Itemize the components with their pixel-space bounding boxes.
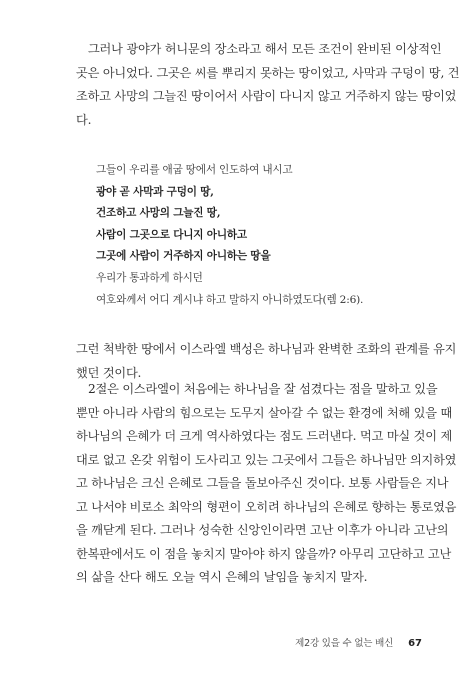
- paragraph-line: 한복판에서도 이 점을 놓치지 말아야 하지 않을까? 아무리 고단하고 고난: [76, 546, 452, 561]
- paragraph-line: 조하고 사망의 그늘진 땅이어서 사람이 다니지 않고 거주하지 않는 땅이었: [76, 89, 457, 103]
- paragraph-1: [76, 38, 460, 132]
- quote-line-emphasis: 사람이 그곳으로 다니지 아니하고: [96, 228, 247, 241]
- paragraph-line: 고 하나님은 크신 은혜로 그들을 돌보아주신 것이다. 보통 사람들은 지나: [76, 476, 449, 490]
- paragraph-line: 고 나서야 비로소 최악의 형편이 오히려 하나님의 은혜로 향하는 통로였음: [76, 499, 457, 514]
- quote-line-emphasis: 건조하고 사망의 그늘진 땅,: [96, 207, 221, 220]
- scripture-quote: [96, 160, 416, 311]
- quote-line: 그들이 우리를 애굽 땅에서 인도하여 내시고: [96, 164, 293, 176]
- paragraph-line: 하나님의 은혜가 더 크게 역사하였다는 점도 드러낸다. 먹고 마실 것이 제: [76, 429, 453, 443]
- page-footer: [295, 635, 422, 649]
- paragraph-line: 곳은 아니었다. 그곳은 씨를 뿌리지 못하는 땅이었고, 사막과 구덩이 땅, 건: [76, 65, 460, 80]
- paragraph-line: 했던 것이다.: [76, 365, 142, 380]
- paragraph-line: 그러나 광야가 허니문의 장소라고 해서 모든 조건이 완비된 이상적인: [76, 42, 442, 56]
- paragraph-line: 뿐만 아니라 사람의 힘으로는 도무지 살아갈 수 없는 환경에 처해 있을 때: [76, 405, 453, 420]
- paragraph-line: 2절은 이스라엘이 처음에는 하나님을 잘 섬겼다는 점을 말하고 있을: [76, 382, 438, 396]
- quote-line: 여호와께서 어디 계시냐 하고 말하지 아니하였도다(렘 2:6).: [96, 293, 364, 306]
- chapter-title: 제2강 있을 수 없는 배신: [295, 638, 394, 649]
- quote-line-emphasis: 그곳에 사람이 거주하지 아니하는 땅을: [96, 250, 271, 263]
- paragraph-line: 을 깨닫게 된다. 그러나 성숙한 신앙인이라면 고난 이후가 아니라 고난의: [76, 523, 449, 537]
- quote-line: 우리가 통과하게 하시던: [96, 271, 203, 284]
- paragraph-line: 그런 척박한 땅에서 이스라엘 백성은 하나님과 완벽한 조화의 관계를 유지: [76, 342, 457, 356]
- paragraph-line: 대로 없고 온갖 위험이 도사리고 있는 그곳에서 그들은 하나님만 의지하였: [76, 452, 457, 467]
- page-number: 67: [408, 638, 422, 649]
- quote-line-emphasis: 광야 곧 사막과 구덩이 땅,: [96, 185, 214, 198]
- paragraph-line: 의 삶을 산다 해도 오늘 역시 은혜의 날임을 놓치지 말자.: [76, 570, 368, 584]
- paragraph-3: [76, 378, 457, 590]
- paragraph-line: 다.: [76, 112, 92, 127]
